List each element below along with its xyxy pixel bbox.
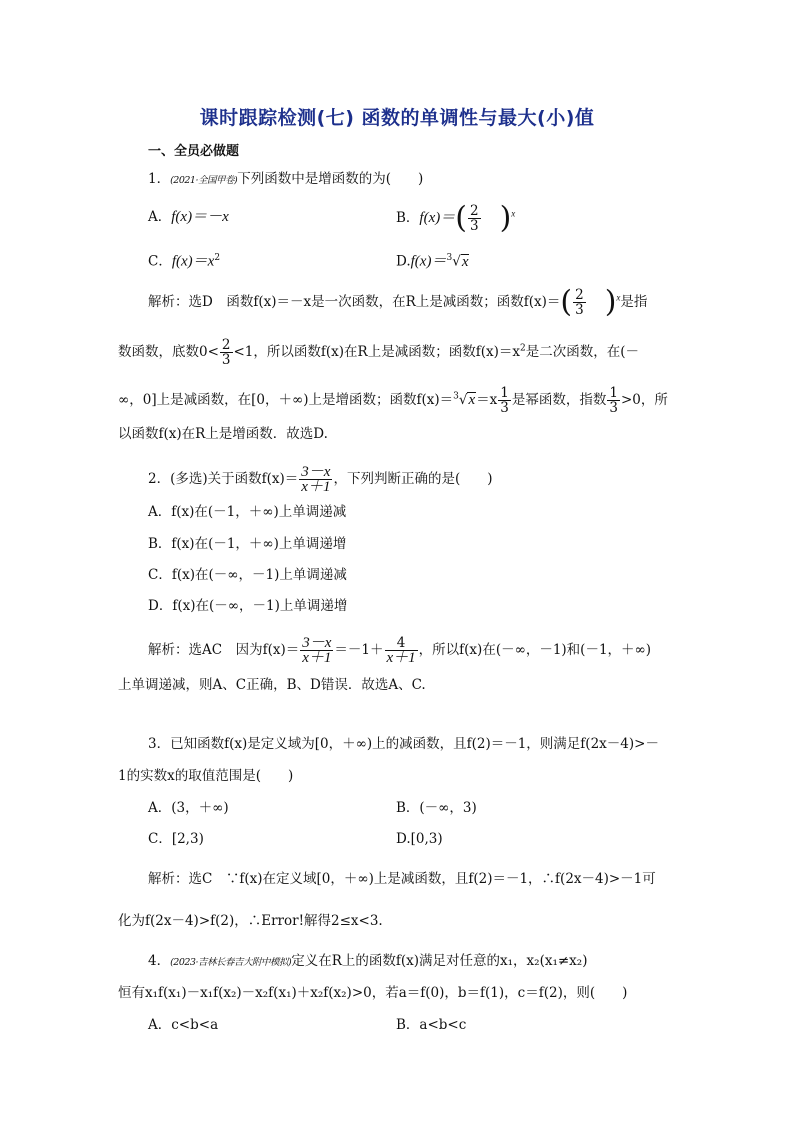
q3-option-b: B．(－∞，3) bbox=[396, 800, 477, 816]
page-title: 课时跟踪检测(七) 函数的单调性与最大(小)值 bbox=[199, 107, 595, 129]
q1-option-b: B．f(x)＝( $\frac{2}{3}$ )$^x$ bbox=[396, 200, 516, 236]
q3-solution-line-2: 化为f(2x－4)>f(2)，∴Error!解得2≤x<3. bbox=[118, 913, 383, 929]
q2-option-a: A．f(x)在(－1，＋∞)上单调递减 bbox=[148, 504, 347, 520]
q2-option-d: D．f(x)在(－∞，－1)上单调递增 bbox=[148, 598, 348, 614]
q1-stem: 1．(2021·全国甲卷)下列函数中是增函数的为( ) bbox=[148, 171, 424, 187]
q3-option-d: D.[0,3) bbox=[396, 831, 443, 847]
q3-solution-line-1: 解析：选C ∵f(x)在定义域[0，＋∞)上是减函数，且f(2)＝－1，∴f(2x－4)>－1可 bbox=[148, 871, 656, 887]
q1-solution-line-4: 以函数f(x)在R上是增函数．故选D. bbox=[118, 426, 328, 442]
q4-option-b: B．a<b<c bbox=[396, 1017, 467, 1033]
q1-option-c: C．$f(x)=x^2$ bbox=[148, 253, 221, 270]
q2-solution-line-1: 解析：选AC 因为f(x)＝ $\frac{3-x}{x+1}$ ＝－1＋ $\frac{4}{x+1}$ ，所以f(x)在(－∞，－1)和(－1，＋∞) bbox=[148, 635, 652, 666]
q1-option-a: A．f(x)＝－x bbox=[148, 209, 229, 225]
q1-solution-line-2: 数函数，底数0< $\frac{2}{3}$ <1，所以函数f(x)在R上是减函数；函数$f(x)=x^2$是二次函数，在(－ bbox=[118, 337, 639, 368]
q3-option-c: C．[2,3) bbox=[148, 831, 204, 847]
q3-option-a: A．(3，＋∞) bbox=[148, 800, 229, 816]
q1-frac: $\frac{2}{3}$ bbox=[469, 203, 479, 234]
q2-solution-line-2: 上单调递减，则A、C正确，B、D错误．故选A、C. bbox=[118, 677, 426, 693]
q3-stem-line-2: 1的实数x的取值范围是( ) bbox=[118, 768, 294, 784]
q4-stem-line-1: 4．(2023·吉林长春吉大附中模拟)定义在R上的函数f(x)满足对任意的x₁，x₂(x₁≠x₂) bbox=[148, 953, 588, 969]
q2-stem: 2．(多选)关于函数f(x)＝ $\frac{3-x}{x+1}$ ，下列判断正确的是( ) bbox=[148, 464, 493, 495]
q4-stem-line-2: 恒有x₁f(x₁)－x₁f(x₂)－x₂f(x₁)＋x₂f(x₂)>0，若a＝f(0)，b＝f(1)，c＝f(2)，则( ) bbox=[118, 985, 628, 1001]
q1-solution-line-3: ∞，0]上是减函数，在[0，＋∞)上是增函数；函数f(x)＝$^3$√x＝x $\frac{1}{3}$ 是幂函数，指数 $\frac{1}{3}$ >0，所 bbox=[118, 385, 668, 416]
q2-frac: $\frac{3-x}{x+1}$ bbox=[301, 464, 331, 495]
section-heading: 一、全员必做题 bbox=[148, 144, 240, 159]
q2-option-b: B．f(x)在(－1，＋∞)上单调递增 bbox=[148, 536, 347, 552]
q1-option-d: D.f(x)＝$^3$√x bbox=[396, 253, 469, 270]
q2-option-c: C．f(x)在(－∞，－1)上单调递减 bbox=[148, 567, 347, 583]
q3-stem-line-1: 3．已知函数f(x)是定义域为[0，＋∞)上的减函数，且f(2)＝－1，则满足f(2x－4)>－ bbox=[148, 736, 659, 752]
q4-option-a: A．c<b<a bbox=[148, 1017, 219, 1033]
q1-solution-line-1: 解析：选D 函数f(x)＝－x是一次函数，在R上是减函数；函数f(x)＝( $\frac{2}{3}$ )$^x$是指 bbox=[148, 284, 648, 320]
